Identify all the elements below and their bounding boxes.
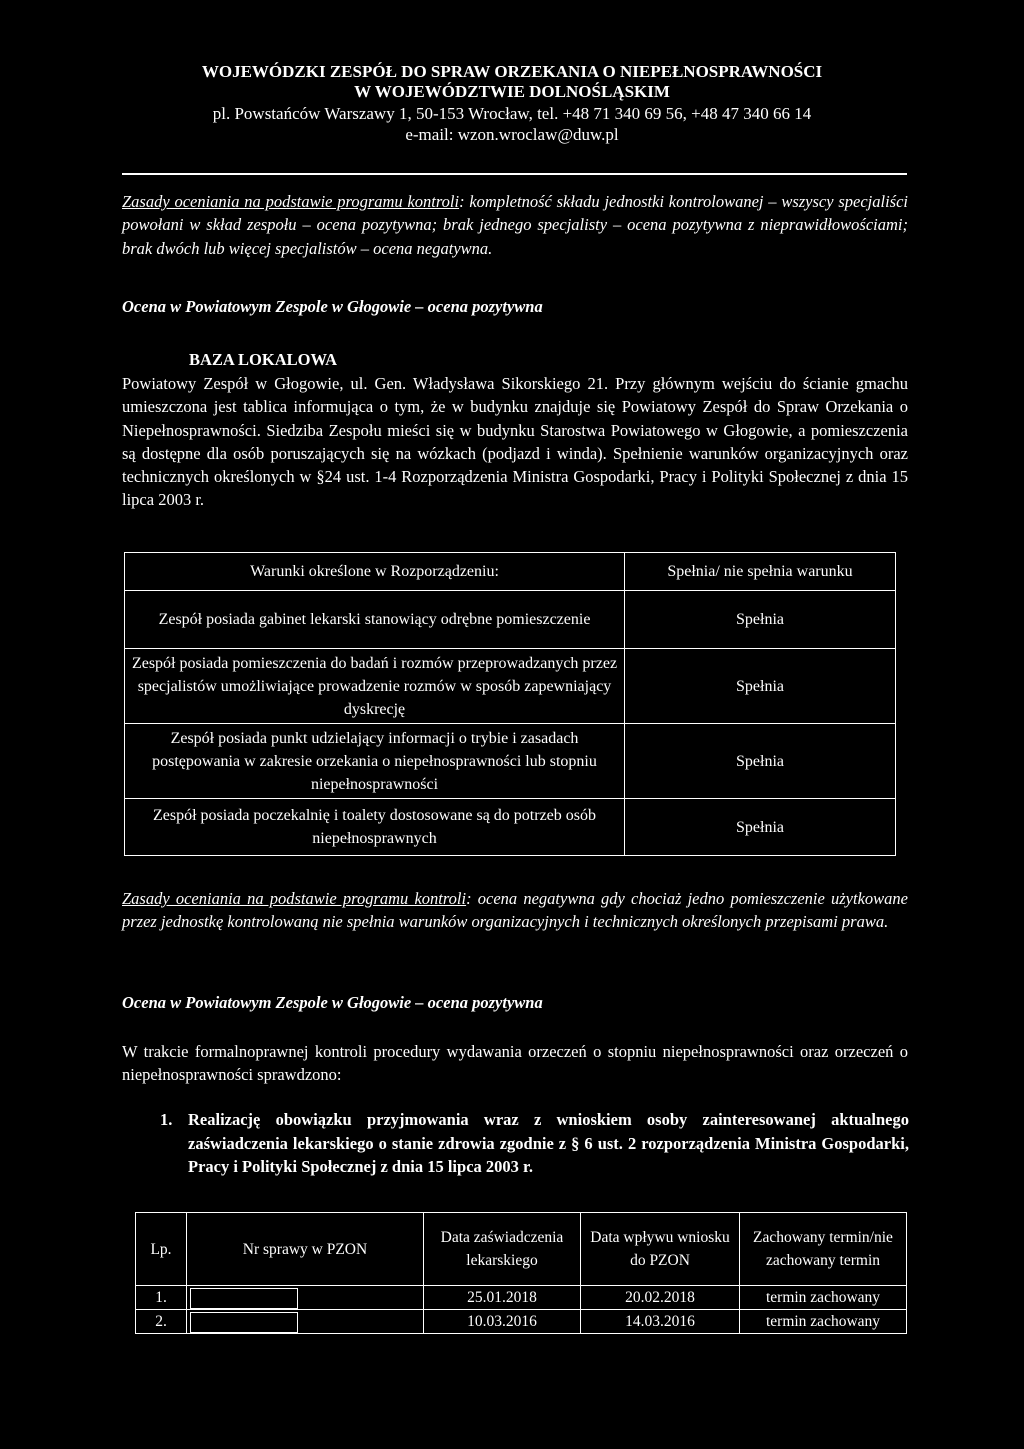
table-cell: Zespół posiada pomieszczenia do badań i rozmów przeprowadzanych przez specjalistów umożliwiające prowadzenie rozmów w sposób zapewniający dyskrecję [125, 649, 625, 724]
header-divider [122, 173, 907, 175]
criteria-label: Zasady oceniania na podstawie programu kontroli [122, 192, 460, 211]
header-region: W WOJEWÓDZTWIE DOLNOŚLĄSKIM [354, 82, 670, 101]
table-cell: Spełnia [625, 724, 896, 799]
criteria-paragraph-2 [122, 887, 908, 934]
assessment-heading-2: Ocena w Powiatowym Zespole w Głogowie – ocena pozytywna [122, 993, 543, 1012]
table-cell: Zespół posiada gabinet lekarski stanowiący odrębne pomieszczenie [125, 591, 625, 649]
column-header: Lp. [136, 1213, 187, 1286]
table-header-row [136, 1213, 907, 1286]
table-cell: termin zachowany [740, 1310, 907, 1334]
table-cell: termin zachowany [740, 1286, 907, 1310]
conditions-table [124, 552, 896, 856]
header-address: pl. Powstańców Warszawy 1, 50-153 Wrocław, tel. +48 71 340 69 56, +48 47 340 66 14 [212, 104, 812, 123]
column-header: Data zaświadczenia lekarskiego [424, 1213, 581, 1286]
criteria-paragraph-1 [122, 190, 908, 260]
column-header: Data wpływu wniosku do PZON [581, 1213, 740, 1286]
control-intro: W trakcie formalnoprawnej kontroli procedury wydawania orzeczeń o stopniu niepełnosprawności oraz orzeczeń o niepełnosprawności sprawdzono: [122, 1042, 908, 1085]
table-row [136, 1286, 907, 1310]
baza-paragraph: Powiatowy Zespół w Głogowie, ul. Gen. Władysława Sikorskiego 21. Przy głównym wejściu do ścianie gmachu umieszczona jest tablica informująca o tym, że w budynku znajduje się Powiatowy Zespół do Spraw Orzekania o Niepełnosprawności. Siedziba Zespołu mieści się w budynku Starostwa Powiatowego w Głogowie, a pomieszczenia są dostępne dla osób poruszających się na wózkach (podjazd i winda). Spełnienie warunków organizacyjnych oraz technicznych określonych w §24 ust. 1-4 Rozporządzenia Ministra Gospodarki, Pracy i Polityki Społecznej z dnia 15 lipca 2003 r. [122, 374, 908, 510]
cases-table [135, 1212, 907, 1334]
table-header-row [125, 553, 896, 591]
table-row [125, 724, 896, 799]
table-cell: Zespół posiada poczekalnię i toalety dostosowane są do potrzeb osób niepełnosprawnych [125, 799, 625, 856]
table-cell-redacted [187, 1286, 424, 1310]
table-row [125, 591, 896, 649]
list-number: 1. [160, 1110, 173, 1129]
table-row [125, 649, 896, 724]
column-header: Nr sprawy w PZON [187, 1213, 424, 1286]
column-header: Zachowany termin/nie zachowany termin [740, 1213, 907, 1286]
header-institution: WOJEWÓDZKI ZESPÓŁ DO SPRAW ORZEKANIA O NIEPEŁNOSPRAWNOŚCI [201, 62, 823, 81]
table-cell: Zespół posiada punkt udzielający informacji o trybie i zasadach postępowania w zakresie orzekania o niepełnosprawności lub stopniu niepełnosprawności [125, 724, 625, 799]
table-cell-redacted [187, 1310, 424, 1334]
table-row [136, 1310, 907, 1334]
column-header: Spełnia/ nie spełnia warunku [625, 553, 896, 591]
table-cell: Spełnia [625, 591, 896, 649]
redacted-box [190, 1288, 298, 1309]
table-cell: 10.03.2016 [424, 1310, 581, 1334]
table-cell: 2. [136, 1310, 187, 1334]
criteria-text: : kompletność składu jednostki kontrolowanej – wszyscy specjaliści powołani w skład zespołu – ocena pozytywna; brak jednego specjalisty – ocena pozytywna z nieprawidłowościami; brak dwóch lub więcej specjalistów – ocena negatywna. [122, 192, 908, 258]
criteria-label: Zasady oceniania na podstawie programu kontroli [122, 889, 467, 908]
table-cell: Spełnia [625, 649, 896, 724]
table-cell: 1. [136, 1286, 187, 1310]
header-email: e-mail: wzon.wroclaw@duw.pl [405, 125, 619, 144]
table-cell: 14.03.2016 [581, 1310, 740, 1334]
redacted-box [190, 1312, 298, 1333]
table-cell: 25.01.2018 [424, 1286, 581, 1310]
column-header: Warunki określone w Rozporządzeniu: [125, 553, 625, 591]
table-cell: Spełnia [625, 799, 896, 856]
list-text: Realizację obowiązku przyjmowania wraz z wnioskiem osoby zainteresowanej aktualnego zaświadczenia lekarskiego o stanie zdrowia zgodnie z § 6 ust. 2 rozporządzenia Ministra Gospodarki, Pracy i Polityki Społecznej z dnia 15 lipca 2003 r. [188, 1110, 909, 1176]
assessment-heading-1: Ocena w Powiatowym Zespole w Głogowie – ocena pozytywna [122, 297, 543, 316]
criteria-text: : ocena negatywna gdy chociaż jedno pomieszczenie użytkowane przez jednostkę kontrolowaną nie spełnia warunków organizacyjnych i technicznych określonych przepisami prawa. [122, 889, 908, 932]
table-cell: 20.02.2018 [581, 1286, 740, 1310]
section-title: BAZA LOKALOWA [189, 350, 338, 369]
table-row [125, 799, 896, 856]
